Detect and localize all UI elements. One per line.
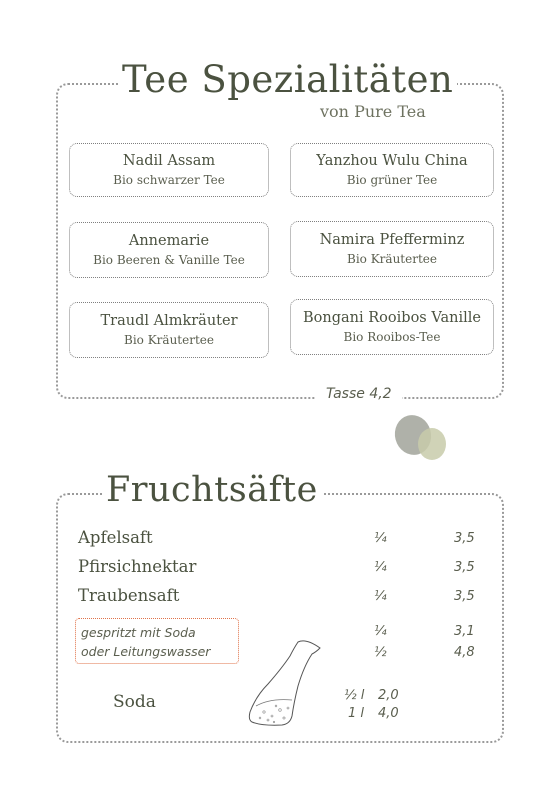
tea-item-name: Traudl Almkräuter [100, 313, 238, 329]
spritz-price: 4,8 [454, 645, 475, 660]
decorative-green-blob [418, 428, 446, 460]
tea-item-name: Nadil Assam [122, 153, 216, 169]
tea-item [290, 221, 494, 277]
juice-size: ¼ [374, 531, 387, 546]
soda-label: Soda [113, 692, 156, 712]
juice-name: Apfelsaft [78, 528, 153, 547]
soda-price: 4,0 [378, 706, 399, 721]
soda-price: 2,0 [378, 688, 399, 703]
tea-item-type: Bio Kräutertee [124, 333, 214, 347]
juice-section-title: Fruchtsäfte [102, 470, 322, 510]
tea-item [69, 143, 269, 197]
spritz-size: ½ [374, 645, 387, 660]
juice-size: ¼ [374, 589, 387, 604]
tea-item-type: Bio Kräutertee [347, 252, 437, 266]
spritz-note-line1: gespritzt mit Soda [81, 625, 196, 640]
juice-size: ¼ [374, 560, 387, 575]
soda-size: ½ l [344, 688, 365, 703]
tea-item [290, 299, 494, 355]
juice-price: 3,5 [454, 589, 475, 604]
tea-item-type: Bio grüner Tee [346, 173, 438, 187]
tea-item-name: Yanzhou Wulu China [316, 153, 468, 169]
tea-item-name: Annemarie [128, 233, 210, 249]
juice-price: 3,5 [454, 531, 475, 546]
juice-name: Pfirsichnektar [78, 557, 197, 576]
soda-size: 1 l [348, 706, 365, 721]
tea-item-type: Bio Beeren & Vanille Tee [93, 253, 245, 267]
tea-item-name: Bongani Rooibos Vanille [303, 310, 481, 326]
tea-item [290, 143, 494, 197]
tea-item [69, 302, 269, 358]
juice-row [78, 586, 488, 610]
spritz-price: 3,1 [454, 624, 475, 639]
juice-row [78, 557, 488, 581]
juice-name: Traubensaft [78, 586, 180, 605]
tea-section-title: Tee Spezialitäten [118, 58, 457, 101]
spritz-size: ¼ [374, 624, 387, 639]
tea-item [69, 222, 269, 278]
tea-item-name: Namira Pfefferminz [319, 232, 465, 248]
tea-item-type: Bio schwarzer Tee [113, 173, 225, 187]
juice-price: 3,5 [454, 560, 475, 575]
spritz-note-line2: oder Leitungswasser [81, 644, 211, 659]
tea-price: Tasse 4,2 [316, 386, 402, 402]
spritz-note-box [75, 618, 239, 664]
carafe-illustration [246, 636, 326, 728]
tea-item-type: Bio Rooibos-Tee [343, 330, 441, 344]
juice-row [78, 528, 488, 552]
tea-section-subtitle: von Pure Tea [320, 102, 426, 121]
